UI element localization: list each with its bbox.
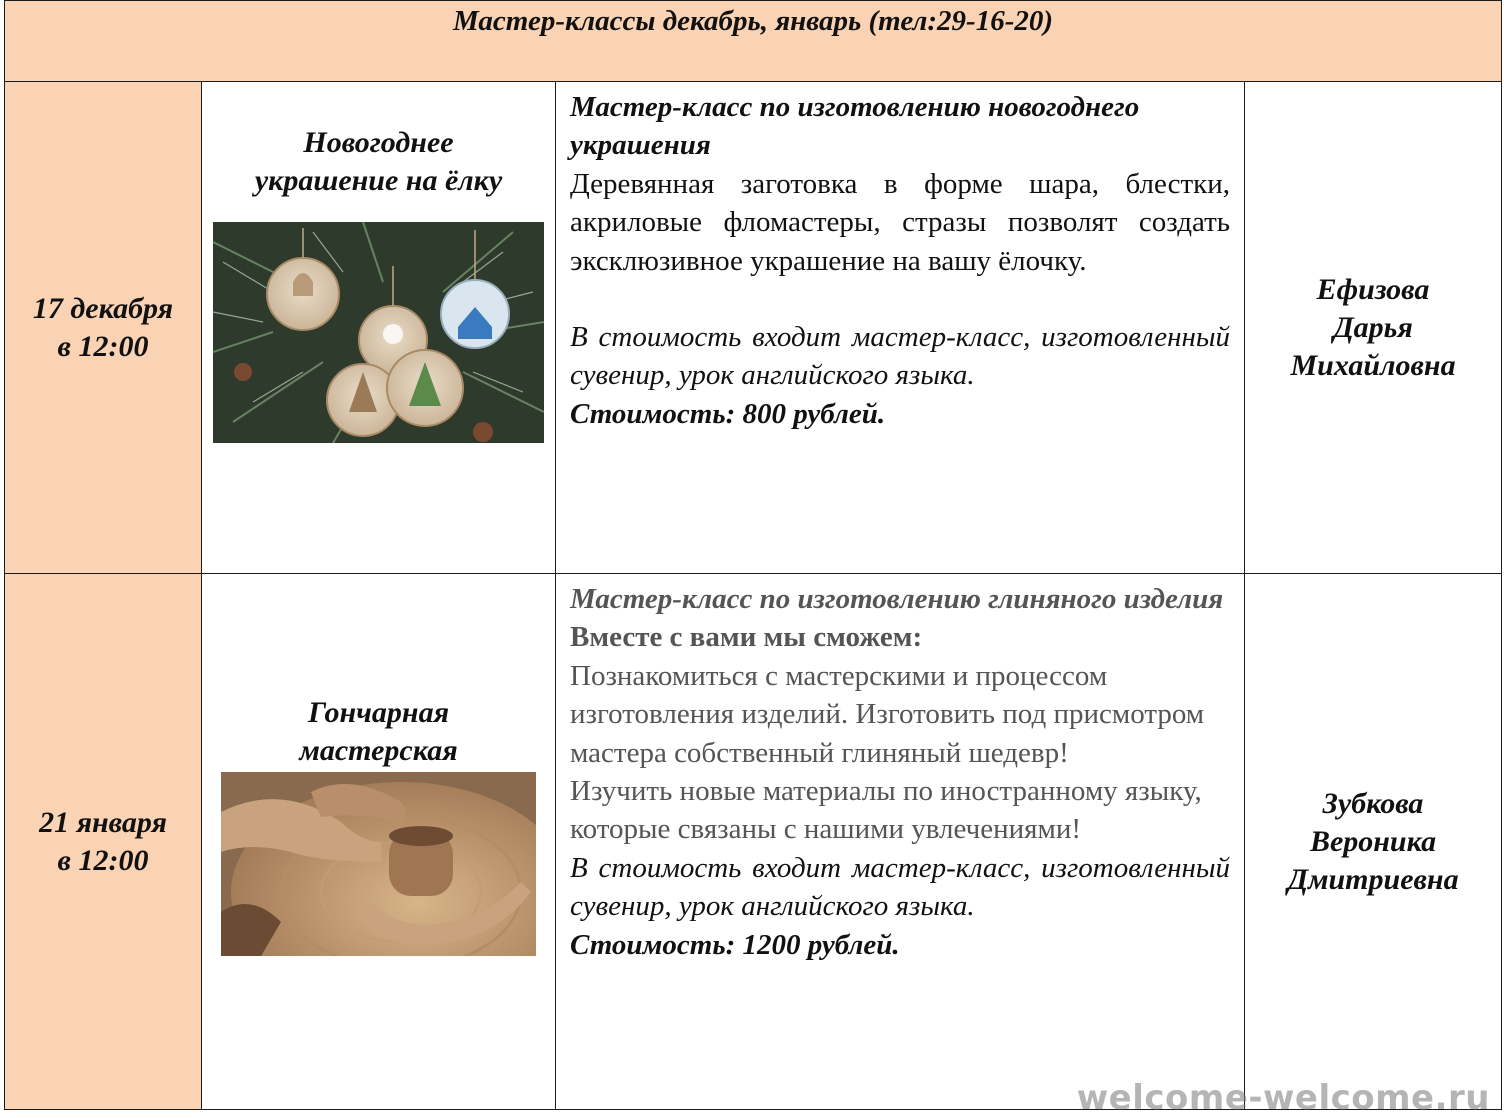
class-title-line: мастерская bbox=[299, 734, 458, 767]
description-text: Деревянная заготовка в форме шара, блестки, акриловые фломастеры, стразы позволят создать эксклюзивное украшение на вашу ёлочку. bbox=[570, 167, 1230, 277]
class-title bbox=[212, 694, 545, 770]
watermark: welcome-welcome.ru bbox=[1076, 1078, 1490, 1118]
teacher-patronymic: Михайловна bbox=[1290, 348, 1456, 382]
spacer bbox=[570, 280, 1230, 318]
description-cell bbox=[556, 574, 1245, 1110]
description-heading: Мастер-класс по изготовлению глиняного изделия bbox=[570, 583, 1224, 615]
description-text: Изучить новые материалы по иностранному языку, которые связаны с нашими увлечениями! bbox=[570, 775, 1202, 846]
date-day: 17 декабря bbox=[32, 291, 174, 325]
christmas-ornaments-photo-icon bbox=[213, 222, 544, 443]
description-cell bbox=[556, 82, 1245, 574]
description-text: Познакомиться с мастерскими и процессом изготовления изделий. Изготовить под присмотром мастера собственный глиняный шедевр! bbox=[570, 659, 1205, 769]
teacher-cell bbox=[1245, 82, 1502, 574]
class-title bbox=[212, 124, 545, 200]
teacher-cell bbox=[1245, 574, 1502, 1110]
description-heading: Мастер-класс по изготовлению новогоднего украшения bbox=[570, 91, 1140, 162]
date-time: в 12:00 bbox=[57, 329, 149, 363]
teacher-patronymic: Дмитриевна bbox=[1287, 862, 1459, 896]
table-row bbox=[5, 574, 1502, 1110]
price-text: Стоимость: 800 рублей. bbox=[570, 397, 886, 430]
date-cell bbox=[5, 574, 202, 1110]
date-cell bbox=[5, 82, 202, 574]
header-row bbox=[5, 1, 1502, 82]
teacher-name: Вероника bbox=[1309, 824, 1437, 858]
teacher-surname: Ефизова bbox=[1316, 272, 1430, 306]
description-subheading: Вместе с вами мы сможем: bbox=[570, 621, 923, 654]
date-day: 21 января bbox=[39, 805, 167, 839]
header-cell bbox=[5, 1, 1502, 82]
teacher-surname: Зубкова bbox=[1322, 786, 1424, 820]
class-title-cell bbox=[202, 82, 556, 574]
page-title: Мастер-классы декабрь, январь (тел:29-16-20) bbox=[453, 5, 1054, 37]
included-text: В стоимость входит мастер-класс, изготовленный сувенир, урок английского языка. bbox=[570, 321, 1230, 392]
class-title-cell bbox=[202, 574, 556, 1110]
class-title-line: Новогоднее bbox=[303, 126, 454, 159]
pottery-wheel-photo-icon bbox=[221, 772, 536, 956]
schedule-table bbox=[4, 0, 1502, 1110]
table-row bbox=[5, 82, 1502, 574]
class-title-line: украшение на ёлку bbox=[254, 164, 503, 197]
class-title-line: Гончарная bbox=[307, 696, 450, 729]
teacher-name: Дарья bbox=[1333, 310, 1413, 344]
date-time: в 12:00 bbox=[57, 843, 149, 877]
included-text: В стоимость входит мастер-класс, изготовленный сувенир, урок английского языка. bbox=[570, 851, 1230, 923]
price-text: Стоимость: 1200 рублей. bbox=[570, 928, 900, 961]
